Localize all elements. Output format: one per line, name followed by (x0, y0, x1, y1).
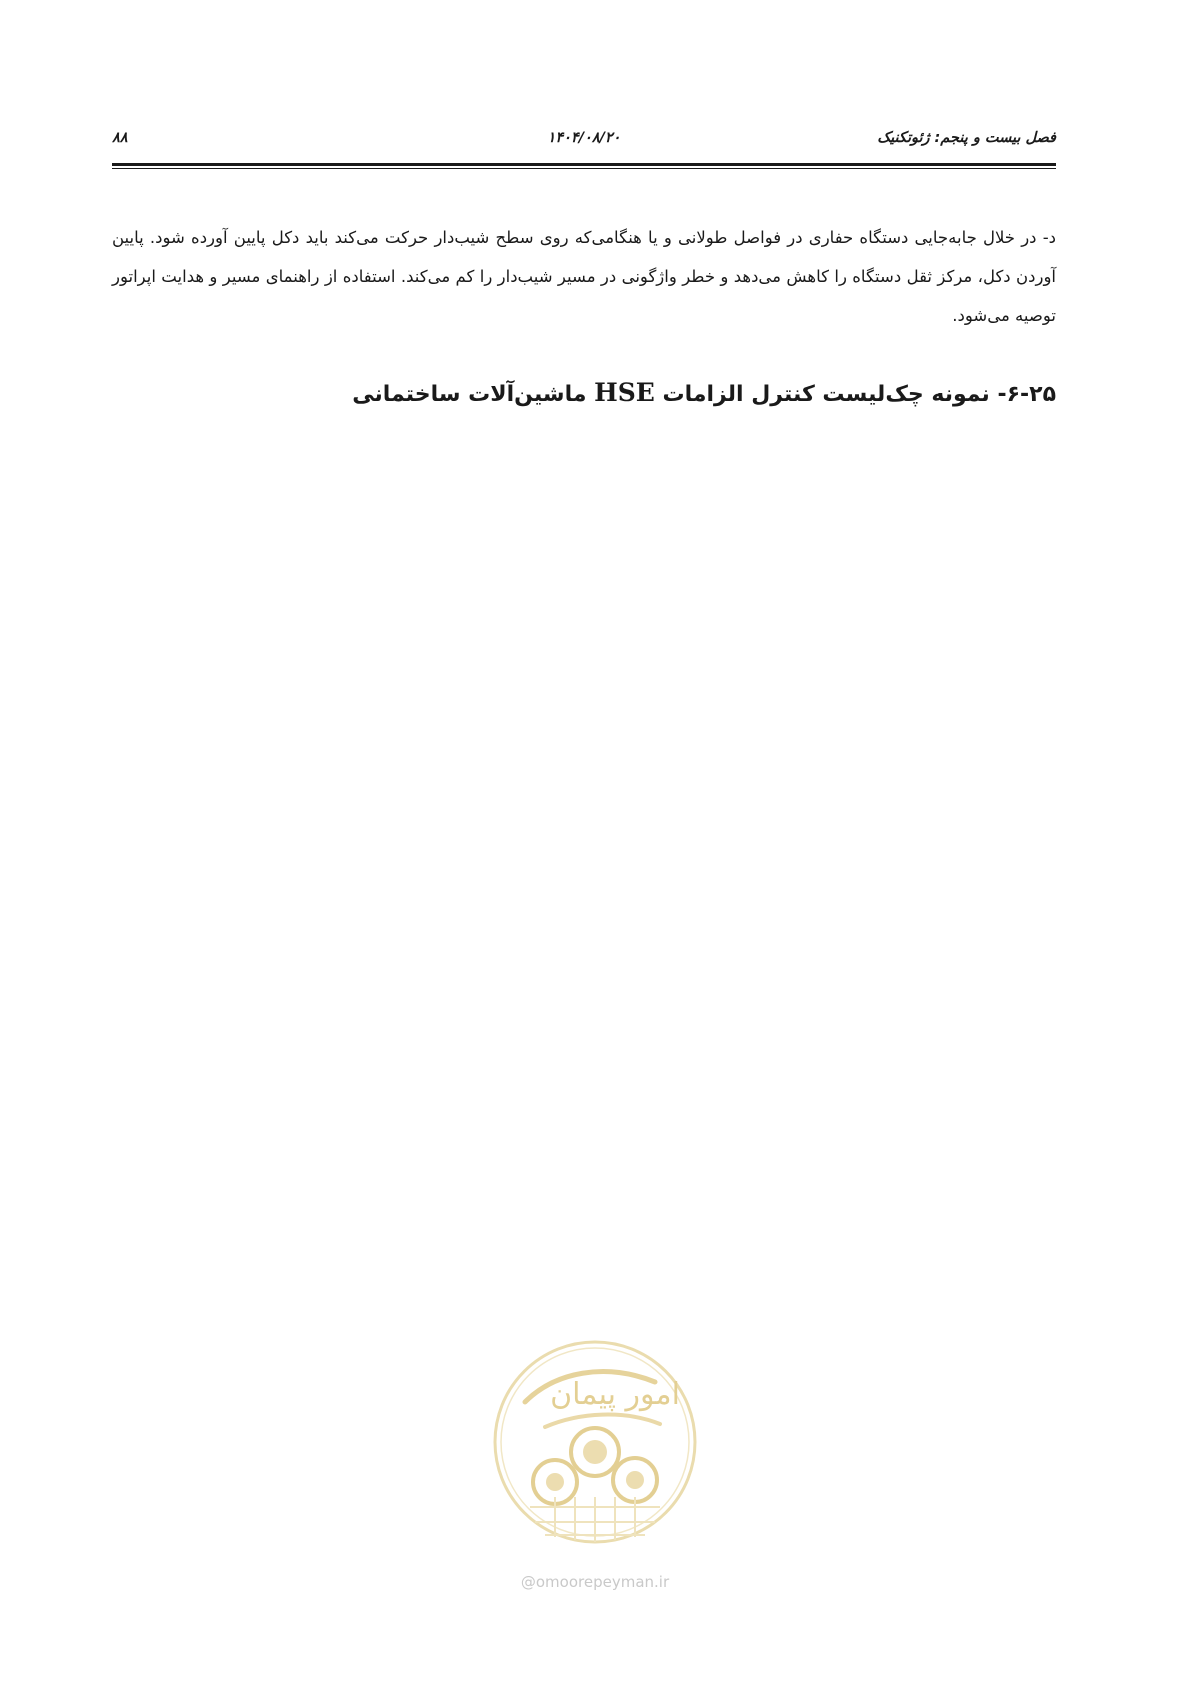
section-heading-number: ۶-۲۵- (997, 382, 1056, 407)
watermark-caption: @omoorepeyman.ir (520, 1573, 670, 1591)
body-paragraph: د- در خلال جابه‌جایی دستگاه حفاری در فواصل طولانی و یا هنگامی‌که روی سطح شیب‌دار حرکت می‌کند باید دکل پایین آورده شود. پایین آوردن دکل، مرکز ثقل دستگاه را کاهش می‌دهد و خطر واژگونی در مسیر شیب‌دار را کم می‌کند. استفاده از راهنمای مسیر و هدایت اپراتور توصیه می‌شود. (112, 228, 1056, 325)
header-chapter-title: فصل بیست و پنجم: ژئوتکنیک (877, 130, 1056, 146)
gear-icon (533, 1428, 657, 1504)
section-heading (112, 377, 1056, 411)
watermark-logo-text: امور پیمان (550, 1377, 680, 1412)
running-header (112, 130, 1056, 160)
header-page-number: ۸۸ (112, 130, 128, 146)
section-heading-text-1: نمونه چک‌لیست کنترل الزامات (662, 382, 990, 407)
header-rule (112, 163, 1056, 169)
section-heading-text-2: ماشین‌آلات ساختمانی (352, 382, 587, 407)
watermark-logo (485, 1332, 705, 1572)
section-heading-hse: HSE (594, 378, 655, 407)
header-date: ۱۴۰۴/۰۸/۲۰ (547, 130, 621, 146)
